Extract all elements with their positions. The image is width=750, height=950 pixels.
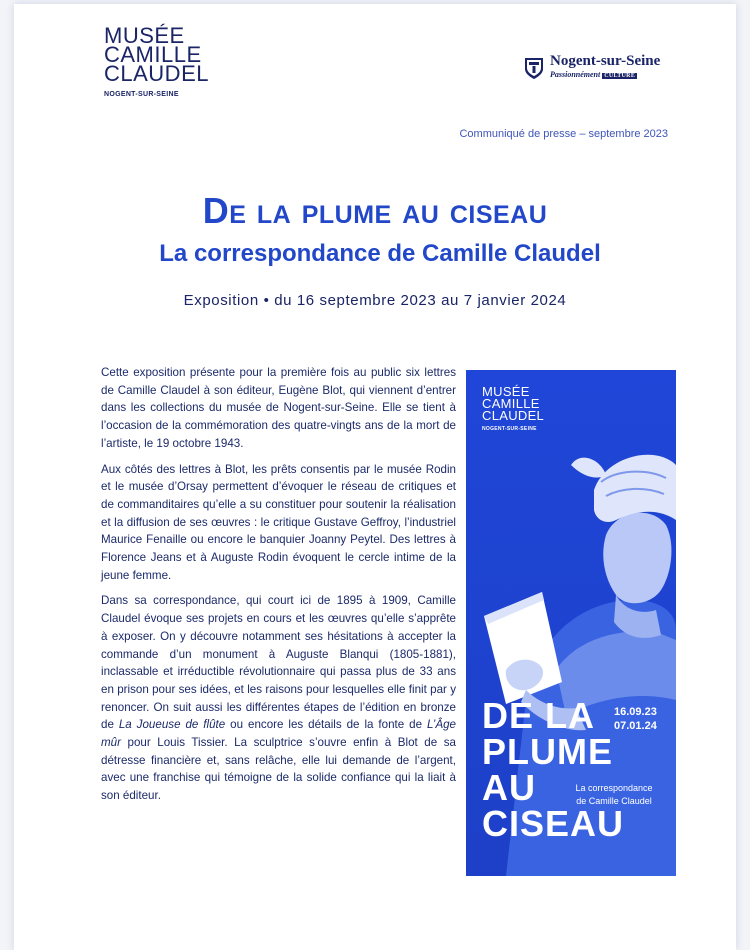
poster-title-line-3: AU: [482, 767, 536, 808]
page-subtitle: La correspondance de Camille Claudel: [159, 240, 601, 267]
paragraph-3: [101, 592, 456, 804]
poster-logo-line3: CLAUDEL: [482, 408, 545, 423]
paragraph-1: Cette exposition présente pour la première fois au public six lettres de Camille Claudel à son éditeur, Eugène Blot, qui viennent d’entrer dans les collections du musée de Nogent-sur-Seine. Elle se tient à l’occasion de la commémoration des quatre-vingts ans de la mort de l’artiste, le 19 octobre 1943.: [101, 366, 456, 450]
town-tagline: [550, 69, 660, 82]
museum-logo-sub: NOGENT-SUR-SEINE: [104, 91, 179, 98]
poster-title-line-1: DE LA: [482, 695, 595, 736]
paragraph-2: Aux côtés des lettres à Blot, les prêts consentis par le musée Rodin et le musée d’Orsay permettent d’évoquer le réseau de critiques et de commanditaires qu’elle a su constituer pour soutenir la réalisation et la diffusion de ses œuvres : le critique Gustave Geffroy, l’industriel Maurice Fenaille ou encore le banquier Joanny Peytel. Des lettres à Florence Jeans et à Auguste Rodin évoquent le cercle intime de la jeune femme.: [101, 462, 456, 582]
poster-date-end: 07.01.24: [614, 720, 657, 732]
exhibition-poster: [466, 370, 676, 876]
museum-logo-line3: CLAUDEL: [104, 61, 209, 86]
paragraph-3-part-b: ou encore les détails de la fonte de: [225, 718, 427, 732]
poster-logo-line2: CAMILLE: [482, 396, 540, 411]
poster-subtitle-line2: de Camille Claudel: [576, 796, 652, 806]
museum-logo-line1: MUSÉE: [104, 23, 185, 48]
work-title-age-mur: L’Âge mûr: [101, 718, 456, 750]
page-title: De la plume au ciseau: [202, 190, 548, 231]
body-text: [101, 364, 456, 813]
exhibition-dates: Exposition • du 16 septembre 2023 au 7 janvier 2024: [183, 292, 567, 309]
town-name: Nogent-sur-Seine: [550, 53, 661, 69]
poster-museum-logo: [482, 386, 544, 432]
poster-subtitle-line1: La correspondance: [575, 783, 653, 793]
paragraph-3-part-c: pour Louis Tissier. La sculptrice s’ouvre enfin à Blot de sa détresse financière et, sans relâche, elle lui demande de l’argent, avec une franchise qui témoigne de la solide confiance qui la liait à son éditeur.: [101, 736, 456, 803]
poster-title-line-4: CISEAU: [482, 803, 625, 844]
museum-logo-line2: CAMILLE: [104, 42, 202, 67]
press-release-date: Communiqué de presse – septembre 2023: [459, 128, 668, 140]
poster-title-line-2: PLUME: [482, 731, 613, 772]
poster-title: [482, 695, 625, 844]
paragraph-3-part-a: Dans sa correspondance, qui court ici de 1895 à 1909, Camille Claudel évoque ses projets en cours et les œuvres qu’elle s’apprête à exposer. On y découvre notamment ses hésitations à accepter la commande d’un monument à Auguste Blanqui (1805-1881), inclassable et irréductible révolutionnaire qui passa plus de 33 ans en prison pour ses idées, et les raisons pour lesquelles elle finit par y renoncer. On suit aussi les différentes étapes de l’édition en bronze de: [101, 594, 456, 732]
work-title-joueuse: La Joueuse de flûte: [118, 718, 226, 732]
poster-logo-line1: MUSÉE: [482, 384, 530, 399]
town-crest-icon: [524, 56, 544, 80]
museum-logo: [104, 23, 234, 98]
poster-logo-sub: NOGENT-SUR-SEINE: [482, 426, 537, 432]
poster-date-start: 16.09.23: [614, 706, 657, 718]
town-tagline-text: Passionnément: [550, 70, 601, 79]
culture-badge: CULTURE: [604, 73, 636, 79]
poster-subtitle: [558, 782, 670, 808]
town-logo-text: [550, 54, 660, 82]
town-logo: [524, 54, 660, 82]
